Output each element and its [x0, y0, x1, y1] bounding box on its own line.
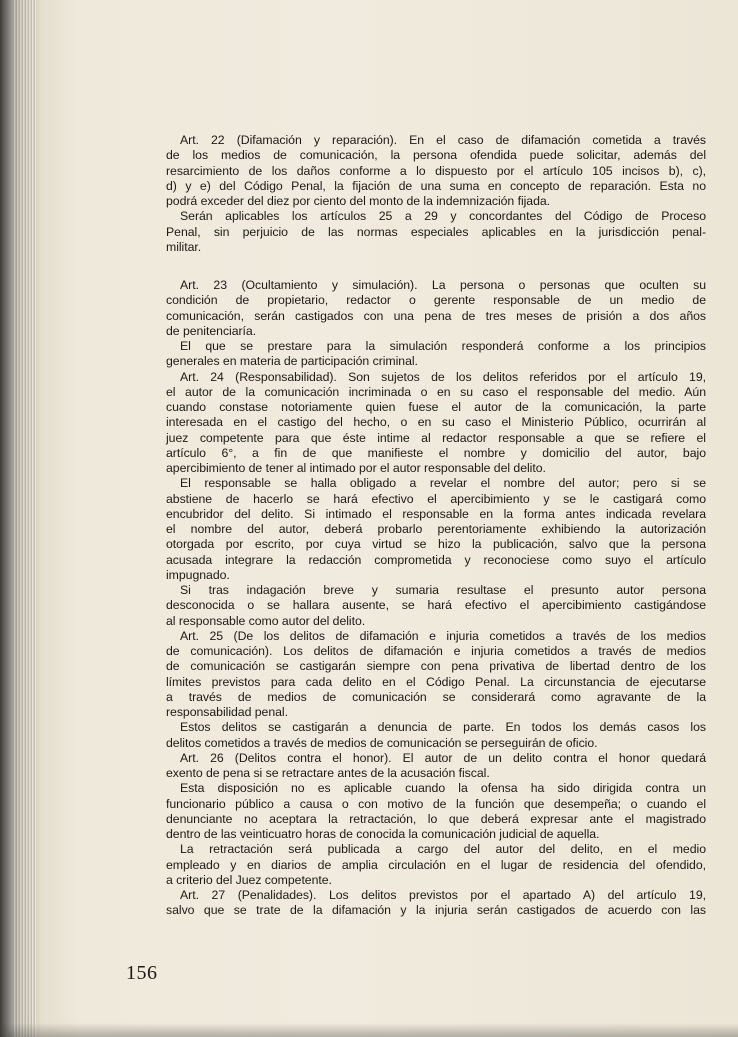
- text-line: Art. 22 (Difamación y reparación). En el caso de difamación cometida a través: [180, 133, 706, 147]
- text-line: La retractación será publicada a cargo del autor del delito, en el medio: [180, 842, 706, 857]
- text-line: Esta disposición no es aplicable cuando la ofensa ha sido dirigida contra un: [180, 781, 706, 796]
- text-line: apercibimiento de tener al intimado por el autor responsable del delito.: [166, 461, 546, 475]
- text-line: abstiene de hacerlo se hará efectivo el apercibimiento y se le castigará como: [166, 491, 706, 506]
- text-line: Penal, sin perjuicio de las normas especiales aplicables en la jurisdicción penal-: [166, 224, 706, 239]
- text-line: Estos delitos se castigarán a denuncia de parte. En todos los demás casos los: [180, 720, 706, 735]
- text-line: dentro de las veinticuatro horas de conocida la comunicación judicial de aquella.: [166, 827, 600, 841]
- text-line: de comunicación se castigarán siempre con pena privativa de libertad dentro de los: [166, 659, 706, 674]
- text-line: Art. 27 (Penalidades). Los delitos previstos por el apartado A) del artículo 19,: [180, 888, 706, 902]
- text-line: juez competente para que éste intime al redactor responsable a que se refiere el: [166, 430, 706, 445]
- text-line: cuando constase notoriamente quien fuese el autor de la comunicación, la parte: [166, 400, 706, 414]
- text-line: condición de propietario, redactor o gerente responsable de un medio de: [166, 293, 706, 308]
- text-line: de comunicación). Los delitos de difamación e injuria cometidos a través de medios: [166, 644, 706, 658]
- text-line: salvo que se trate de la difamación y la injuria serán castigados de acuerdo con las: [166, 903, 706, 918]
- text-line: El que se prestare para la simulación responderá conforme a los principios: [180, 339, 706, 353]
- text-line: El responsable se halla obligado a revelar el nombre del autor; pero si se: [180, 476, 706, 491]
- text-line: exento de pena si se retractare antes de la acusación fiscal.: [166, 766, 490, 780]
- text-line: el autor de la comunicación incriminada o en su caso el responsable del medio. Aún: [166, 384, 706, 399]
- book-page: [40, 0, 738, 1037]
- text-line: funcionario público a causa o con motivo de la función que desempeña; o cuando el: [166, 796, 706, 811]
- text-line: el nombre del autor, deberá probarlo perentoriamente exhibiendo la autorización: [166, 522, 706, 536]
- page-edges: [14, 0, 36, 1037]
- text-line: resarcimiento de los daños conforme a lo dispuesto por el artículo 105 incisos b), c),: [166, 163, 706, 178]
- text-line: límites previstos para cada delito en el Código Penal. La circunstancia de ejecutarse: [166, 674, 706, 689]
- text-line: delitos cometidos a través de medios de comunicación se perseguirán de oficio.: [166, 735, 598, 750]
- text-line: de los medios de comunicación, la persona ofendida puede solicitar, además del: [166, 148, 706, 163]
- text-line: encubridor del delito. Si intimado el responsable en la forma antes indicada revelara: [166, 506, 706, 521]
- text-line: interesada en el castigo del hecho, o en su caso el Ministerio Público, ocurrirán al: [166, 415, 706, 430]
- body-text: [166, 133, 706, 919]
- text-line: Art. 26 (Delitos contra el honor). El autor de un delito contra el honor quedará: [180, 750, 706, 765]
- text-line: de penitenciaría.: [166, 323, 257, 338]
- text-line: comunicación, serán castigados con una pena de tres meses de prisión a dos años: [166, 308, 706, 323]
- text-line: empleado y en diarios de amplia circulación en el lugar de residencia del ofendido,: [166, 857, 706, 872]
- text-line: impugnado.: [166, 567, 230, 582]
- text-line: desconocida o se hallara ausente, se hará efectivo el apercibimiento castigándose: [166, 598, 706, 613]
- text-line: generales en materia de participación criminal.: [166, 354, 418, 369]
- page-bottom-shadow: [0, 1023, 738, 1037]
- text-line: militar.: [166, 239, 202, 254]
- text-line: otorgada por escrito, por cuya virtud se hizo la publicación, salvo que la persona: [166, 537, 706, 552]
- text-line: d) y e) del Código Penal, la fijación de una suma en concepto de reparación. Esta no: [166, 178, 706, 193]
- text-line: a través de medios de comunicación se considerará como agravante de la: [166, 689, 706, 704]
- text-line: podrá exceder del diez por ciento del monto de la indemnización fijada.: [166, 194, 551, 208]
- page-number: 156: [126, 962, 158, 984]
- text-line: acusada integrare la redacción comprometida y reconociese como suyo el artículo: [166, 552, 706, 567]
- text-line: Art. 24 (Responsabilidad). Son sujetos de los delitos referidos por el artículo 19,: [180, 369, 706, 384]
- text-line: Art. 25 (De los delitos de difamación e injuria cometidos a través de los medios: [180, 628, 706, 643]
- text-line: Serán aplicables los artículos 25 a 29 y concordantes del Código de Proceso: [180, 209, 706, 224]
- text-line: Si tras indagación breve y sumaria resultase el presunto autor persona: [180, 583, 706, 597]
- text-line: al responsable como autor del delito.: [166, 613, 366, 628]
- text-line: denunciante no aceptara la retractación, lo que deberá expresar ante el magistrado: [166, 811, 706, 826]
- text-line: responsabilidad penal.: [166, 705, 288, 719]
- text-line: artículo 6°, a fin de que manifieste el nombre y domicilio del autor, bajo: [166, 445, 706, 460]
- text-line: a criterio del Juez competente.: [166, 872, 332, 887]
- text-line: Art. 23 (Ocultamiento y simulación). La persona o personas que oculten su: [180, 278, 706, 292]
